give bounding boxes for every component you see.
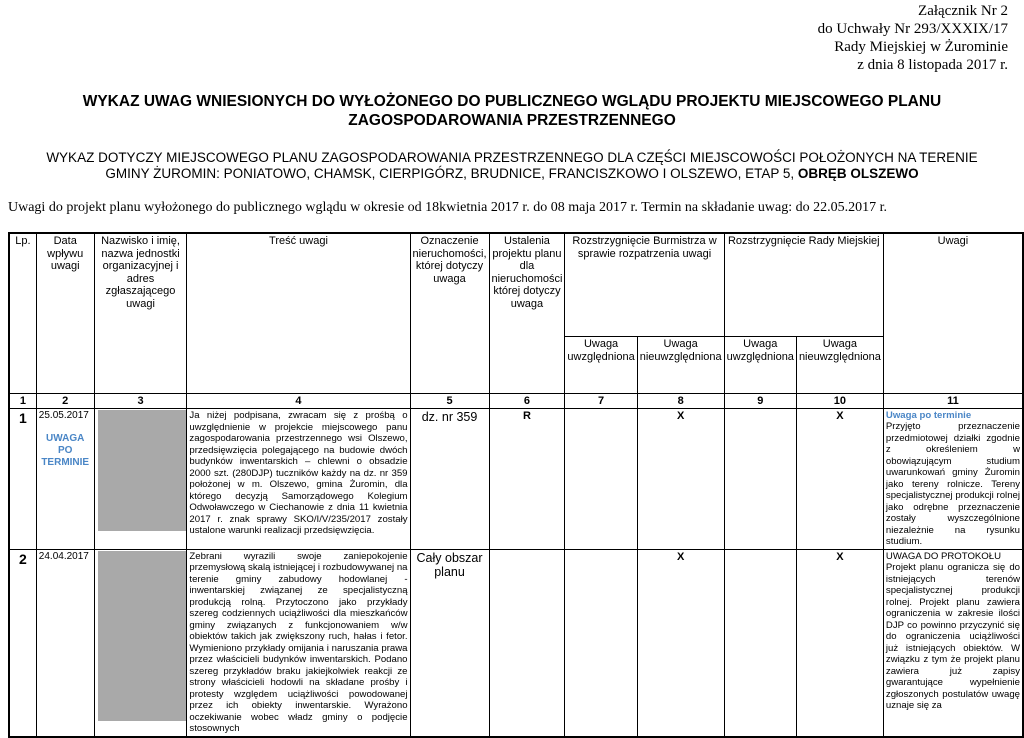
remark-text: Przyjęto przeznaczenie przedmiotowej działki zgodnie z określeniem w obowiązującym studium uwarunkowań gminy Żuromin jako tereny rolnicze. Tereny specjalistycznej produkcji rolnej jako odrębne przeznaczenie zostały wyszczególnione niezależnie na rysunku studium.: [885, 421, 1020, 547]
row-council-rejected: X: [796, 549, 883, 737]
row-date: 25.05.2017: [38, 410, 89, 421]
subtitle-bold: OBRĘB OLSZEWO: [797, 166, 919, 181]
header-mayor-accepted: Uwaga uwzględniona: [565, 337, 637, 394]
row-plan: [489, 549, 565, 737]
header-plan: Ustalenia projektu planu dla nieruchomości której dotyczy uwaga: [489, 233, 565, 394]
row-lp: 2: [9, 549, 36, 737]
remark-heading: UWAGA DO PROTOKOŁU: [885, 550, 1002, 562]
row-mayor-rejected: X: [637, 549, 724, 737]
row-remarks: [883, 409, 1023, 550]
row-property: dz. nr 359: [410, 409, 489, 550]
column-number: 9: [724, 394, 796, 409]
header-mayor-rejected: Uwaga nieuwzględniona: [637, 337, 724, 394]
row-remarks: [883, 549, 1023, 737]
row-property: Cały obszar planu: [410, 549, 489, 737]
row-council-accepted: [724, 549, 796, 737]
column-number: 2: [36, 394, 94, 409]
column-number: 7: [565, 394, 637, 409]
header-date: Data wpływu uwagi: [36, 233, 94, 394]
row-name-redacted: [94, 549, 187, 737]
attachment-number: Załącznik Nr 2: [918, 3, 1008, 19]
resolution-date: z dnia 8 listopada 2017 r.: [857, 57, 1008, 73]
resolution-number: do Uchwały Nr 293/XXXIX/17: [817, 21, 1008, 37]
header-mayor: Rozstrzygnięcie Burmistrza w sprawie rozpatrzenia uwagi: [565, 233, 724, 337]
row-name-redacted: [94, 409, 187, 550]
row-mayor-accepted: [565, 549, 637, 737]
header-lp: Lp.: [9, 233, 36, 394]
header-property: Oznaczenie nieruchomości, której dotyczy uwaga: [410, 233, 489, 394]
row-lp: 1: [9, 409, 36, 550]
row-mayor-rejected: X: [637, 409, 724, 550]
table-row: [9, 549, 1023, 737]
column-number-row: [9, 394, 1023, 409]
header-content: Treść uwagi: [187, 233, 410, 394]
row-date-cell: [36, 409, 94, 550]
document-subtitle: WYKAZ DOTYCZY MIEJSCOWEGO PLANU ZAGOSPODAROWANIA PRZESTRZENNEGO DLA CZĘŚCI MIEJSCOWOŚCI POŁOŻONYCH NA TERENIE GMINY ŻUROMIN: PONIATOWO, CHAMSK, CIERPIGÓRZ, BRUDNICE, FRANCISZKOWO I OLSZEWO, ETAP 5, OBRĘB OLSZEWO: [46, 150, 978, 181]
header-council-rejected: Uwaga nieuwzględniona: [796, 337, 883, 394]
column-number: 3: [94, 394, 187, 409]
row-council-accepted: [724, 409, 796, 550]
row-content: Zebrani wyrazili swoje zaniepokojenie przemysłową skalą istniejącej i rozbudowywanej na terenie gminy zabudowy hodowlanej - inwentarskiej związanej ze specjalistyczną produkcją rolną. Przytoczono jako przykłady szereg codziennych uciążliwości dla mieszkańców gminy związanych z funkcjonowaniem w/w obiektów takich jak zwiększony ruch, hałas i fetor. Wymieniono przykłady omijania i naruszania prawa przez właścicieli budynków inwentarskich. Podano szereg przykładów braku jakiejkolwiek reakcji ze strony właścicieli hodowli na składane prośby i protesty względem uciążliwości powodowanej przez ich obiekty inwentarskie. Wyrażono oczekiwanie wobec władz gminy o podjęcie stosownych: [187, 549, 410, 737]
header-council: Rozstrzygnięcie Rady Miejskiej: [724, 233, 883, 337]
column-number: 8: [637, 394, 724, 409]
header-council-accepted: Uwaga uwzględniona: [724, 337, 796, 394]
column-number: 4: [187, 394, 410, 409]
redaction-block: [98, 410, 187, 531]
row-council-rejected: X: [796, 409, 883, 550]
redaction-block: [98, 551, 187, 721]
column-number: 10: [796, 394, 883, 409]
column-number: 11: [883, 394, 1023, 409]
council-name: Rady Miejskiej w Żurominie: [834, 39, 1008, 55]
row-content: Ja niżej podpisana, zwracam się z prośbą o uwzględnienie w projekcie miejscowego panu zagospodarowania przestrzennego wsi Olszewo, przedsięwzięcia polegającego na budowie dwóch budynków inwentarskich – chlewni o obsadzie 2000 szt. (280DJP) tuczników każdy na dz. nr 359 położonej w m. Olszewo, gmina Żuromin, dla którego decyzją Samorządowego Kolegium Odwoławczego w Ciechanowie z dnia 11 kwietnia 2017 r. znak sprawy SKO/I/V/235/2017 zostały ustalone warunki realizacji przedsięwzięcia.: [187, 409, 410, 550]
remarks-table: [8, 232, 1024, 738]
document-title: WYKAZ UWAG WNIESIONYCH DO WYŁOŻONEGO DO PUBLICZNEGO WGLĄDU PROJEKTU MIEJSCOWEGO PLANU ZAGOSPODAROWANIA PRZESTRZENNEGO: [82, 93, 942, 129]
late-badge: UWAGA PO TERMINIE: [41, 433, 90, 468]
header-remarks: Uwagi: [883, 233, 1023, 394]
column-number: 6: [489, 394, 565, 409]
column-number: 5: [410, 394, 489, 409]
column-number: 1: [9, 394, 36, 409]
intro-text: Uwagi do projekt planu wyłożonego do publicznego wglądu w okresie od 18kwietnia 2017 r. do 08 maja 2017 r. Termin na składanie uwag: do 22.05.2017 r.: [8, 200, 888, 215]
header-row: [9, 233, 1023, 337]
remark-heading: Uwaga po terminie: [885, 410, 972, 421]
attachment-header: [818, 2, 1008, 74]
row-mayor-accepted: [565, 409, 637, 550]
row-date-cell: [36, 549, 94, 737]
header-name: Nazwisko i imię, nazwa jednostki organizacyjnej i adres zgłaszającego uwagi: [94, 233, 187, 394]
row-date: 24.04.2017: [38, 550, 89, 562]
remark-text: Projekt planu ogranicza się do istniejących terenów specjalistycznej produkcji rolnej. Projekt planu zawiera ograniczenia w zakresie ilości DJP co powinno przyczynić się do ograniczenia uciążliwości już istniejących obiektów. W związku z tym że projekt planu zawiera już zapisy gwarantujące wypełnienie zgłoszonych postulatów uwagę uznaje się za: [885, 562, 1020, 711]
table-row: [9, 409, 1023, 550]
row-plan: R: [489, 409, 565, 550]
